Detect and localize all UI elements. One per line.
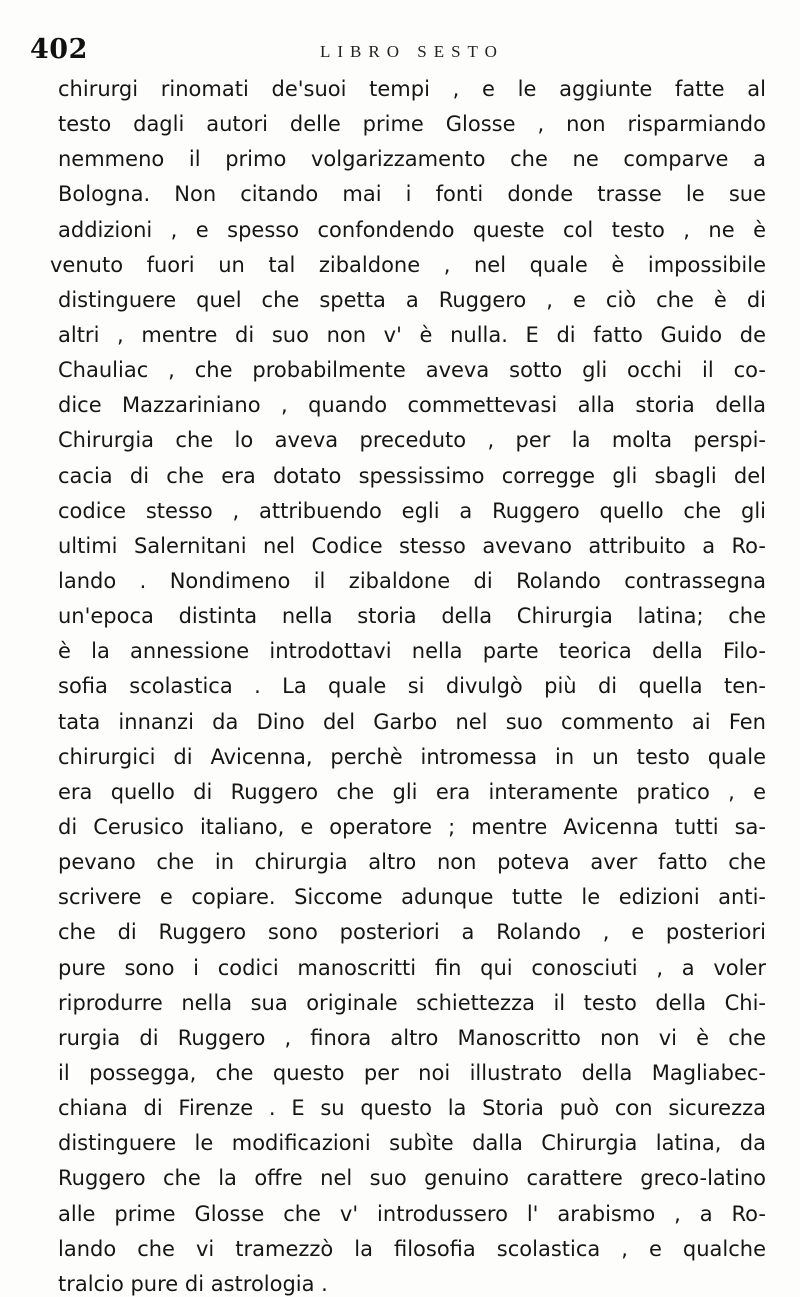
body-text	[50, 72, 766, 1297]
text-line: lando . Nondimeno il zibaldone di Rolando contrassegna	[58, 568, 766, 593]
text-line: chiana di Firenze . E su questo la Storia può con sicurezza	[58, 1096, 766, 1121]
text-line: tralcio pure di astrologia .	[58, 1271, 328, 1296]
text-line: Ruggero che la offre nel suo genuino carattere greco-latino	[58, 1166, 766, 1191]
text-line: scrivere e copiare. Siccome adunque tutte le edizioni anti-	[58, 885, 766, 910]
text-line: un'epoca distinta nella storia della Chirurgia latina; che	[58, 604, 766, 629]
text-line: codice stesso , attribuendo egli a Ruggero quello che gli	[58, 498, 766, 523]
text-line: di Cerusico italiano, e operatore ; mentre Avicenna tutti sa-	[58, 814, 766, 839]
page-number: 402	[30, 34, 88, 65]
text-line: pure sono i codici manoscritti fin qui conosciuti , a voler	[58, 955, 766, 980]
text-line: addizioni , e spesso confondendo queste col testo , ne è	[58, 217, 766, 242]
text-line: ultimi Salernitani nel Codice stesso avevano attribuito a Ro-	[58, 533, 766, 558]
text-line: chirurgi rinomati de'suoi tempi , e le aggiunte fatte al	[58, 77, 766, 101]
text-line: pevano che in chirurgia altro non poteva aver fatto che	[58, 850, 766, 875]
text-line: chirurgici di Avicenna, perchè intromessa in un testo quale	[58, 744, 766, 769]
text-line: venuto fuori un tal zibaldone , nel quale è impossibile	[50, 252, 766, 277]
text-line: cacia di che era dotato spessissimo corregge gli sbagli del	[58, 463, 766, 488]
text-line: tata innanzi da Dino del Garbo nel suo commento ai Fen	[58, 709, 766, 734]
text-line: il possegga, che questo per noi illustrato della Magliabec-	[58, 1060, 766, 1085]
text-line: distinguere quel che spetta a Ruggero , e ciò che è di	[58, 287, 766, 312]
text-line: altri , mentre di suo non v' è nulla. E di fatto Guido de	[58, 322, 766, 347]
text-line: dice Mazzariniano , quando commettevasi alla storia della	[58, 393, 766, 418]
text-line: nemmeno il primo volgarizzamento che ne comparve a	[58, 147, 766, 172]
text-line: riprodurre nella sua originale schiettezza il testo della Chi-	[58, 990, 766, 1015]
text-line: che di Ruggero sono posteriori a Rolando , e posteriori	[58, 920, 766, 945]
text-line: testo dagli autori delle prime Glosse , non risparmiando	[58, 112, 766, 137]
text-line: distinguere le modificazioni subìte dalla Chirurgia latina, da	[58, 1131, 766, 1156]
text-line: lando che vi tramezzò la filosofia scolastica , e qualche	[58, 1236, 766, 1261]
text-line: è la annessione introdottavi nella parte teorica della Filo-	[58, 639, 766, 664]
running-title: LIBRO SESTO	[320, 42, 504, 61]
running-head	[30, 34, 750, 68]
text-line: alle prime Glosse che v' introdussero l' arabismo , a Ro-	[58, 1201, 766, 1226]
text-line: Chauliac , che probabilmente aveva sotto gli occhi il co-	[58, 358, 766, 383]
text-line: Chirurgia che lo aveva preceduto , per la molta perspi-	[58, 428, 766, 453]
text-line: sofia scolastica . La quale si divulgò più di quella ten-	[58, 674, 766, 699]
text-line: era quello di Ruggero che gli era interamente pratico , e	[58, 779, 766, 804]
text-line: rurgia di Ruggero , finora altro Manoscritto non vi è che	[58, 1025, 766, 1050]
text-line: Bologna. Non citando mai i fonti donde trasse le sue	[58, 182, 766, 207]
